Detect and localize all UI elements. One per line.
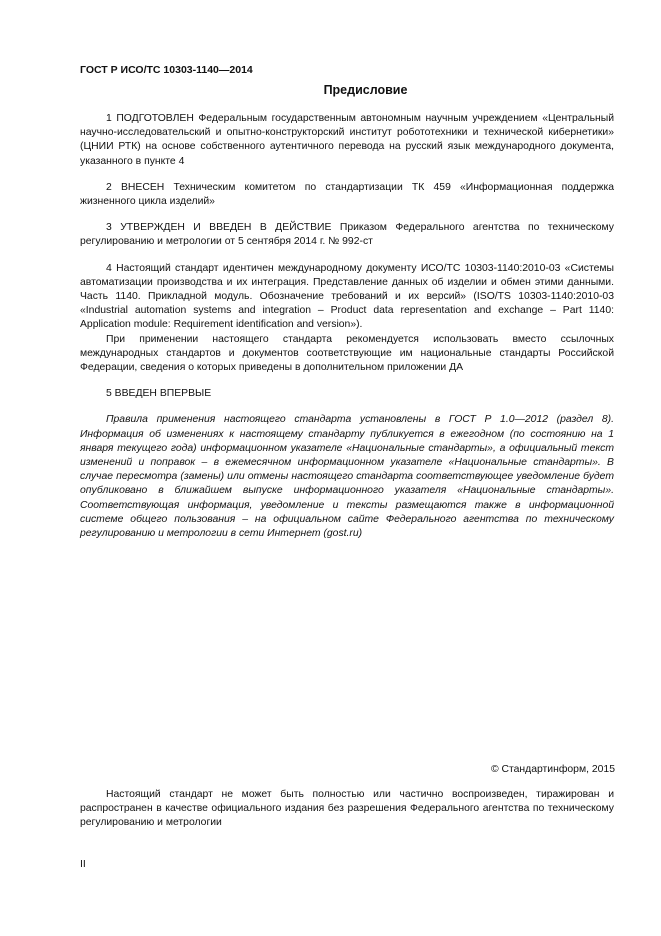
section-1: 1 ПОДГОТОВЛЕН Федеральным государственным автономным научным учреждением «Центральный научно-исследовательский и опытно-конструкторский институт робототехники и технической кибернетики» (ЦНИИ РТК) на основе собственного аутентичного перевода на русский язык международного документа, указанного в пункте 4 xyxy=(80,113,614,167)
preface-body xyxy=(80,112,614,541)
section-4-note: При применении настоящего стандарта рекомендуется использовать вместо ссылочных международных стандартов и документов соответствующие им национальные стандарты Российской Федерации, сведения о которых приведены в дополнительном приложении ДА xyxy=(80,333,614,374)
footer-notice-block xyxy=(80,788,614,831)
page-number: II xyxy=(80,858,86,870)
section-3: 3 УТВЕРЖДЕН И ВВЕДЕН В ДЕЙСТВИЕ Приказом Федерального агентства по техническому регулированию и метрологии от 5 сентября 2014 г. № 992-ст xyxy=(80,222,614,248)
rules-paragraph: Правила применения настоящего стандарта установлены в ГОСТ Р 1.0—2012 (раздел 8). Информация об изменениях к настоящему стандарту публикуется в ежегодном (по состоянию на 1 января текущего года) информационном указателе «Национальные стандарты», а официальный текст изменений и поправок – в ежемесячном информационном указателе «Национальные стандарты». В случае пересмотра (замены) или отмены настоящего стандарта соответствующее уведомление будет опубликовано в ближайшем выпуске информационного указателя «Национальные стандарты». Соответствующая информация, уведомление и тексты размещаются также в информационной системе общего пользования – на официальном сайте Федерального агентства по техническому регулированию и метрологии в сети Интернет (gost.ru) xyxy=(80,414,614,540)
document-header: ГОСТ Р ИСО/ТС 10303-1140—2014 xyxy=(80,64,253,76)
section-4: 4 Настоящий стандарт идентичен международному документу ИСО/ТС 10303-1140:2010-03 «Системы автоматизации производства и их интеграция. Представление данных об изделии и обмен этими данными. Часть 1140. Прикладной модуль. Обозначение требований и их версий» (ISO/TS 10303-1140:2010-03 «Industrial automation systems and integration – Product data representation and exchange – Part 1140: Application module: Requirement identification and version»). xyxy=(80,262,614,331)
section-2: 2 ВНЕСЕН Техническим комитетом по стандартизации ТК 459 «Информационная поддержка жизненного цикла изделий» xyxy=(80,181,614,208)
footer-notice: Настоящий стандарт не может быть полностью или частично воспроизведен, тиражирован и распространен в качестве официального издания без разрешения Федерального агентства по техническому регулированию и метрологии xyxy=(80,789,614,829)
section-5: 5 ВВЕДЕН ВПЕРВЫЕ xyxy=(106,388,212,400)
copyright: © Стандартинформ, 2015 xyxy=(490,764,615,775)
page-title: Предисловие xyxy=(323,83,408,97)
